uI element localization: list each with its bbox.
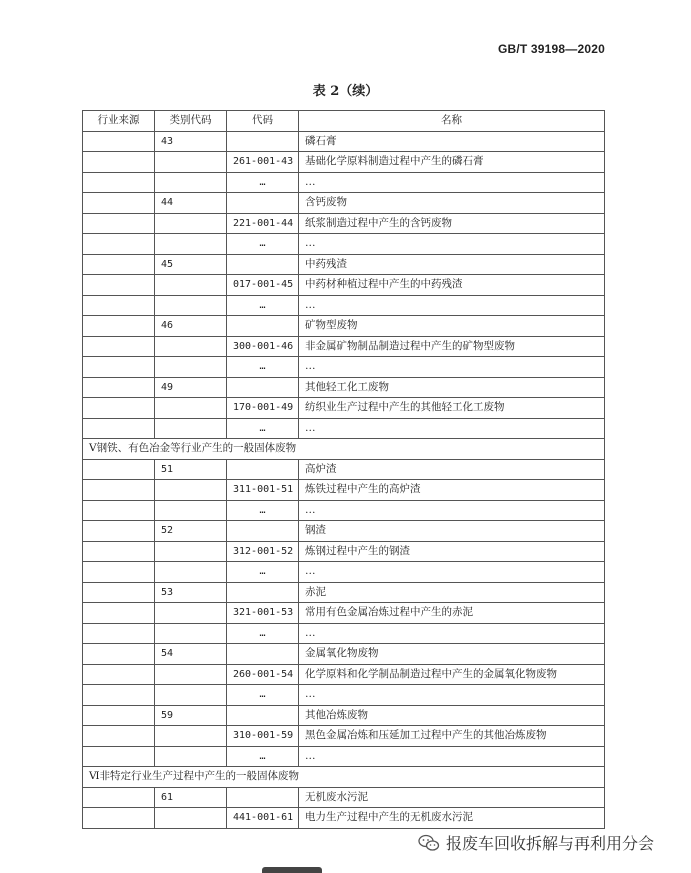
source-cell: [83, 357, 155, 378]
code-cell: …: [227, 418, 299, 439]
category-code-cell: [155, 336, 227, 357]
name-cell: 钢渣: [299, 521, 605, 542]
name-cell: 电力生产过程中产生的无机废水污泥: [299, 808, 605, 829]
category-code-cell: 54: [155, 644, 227, 665]
source-cell: [83, 234, 155, 255]
category-code-cell: [155, 275, 227, 296]
name-cell: 磷石膏: [299, 131, 605, 152]
code-cell: 441-001-61: [227, 808, 299, 829]
source-cell: [83, 746, 155, 767]
table-row: [83, 357, 605, 378]
table-row: [83, 787, 605, 808]
name-cell: 高炉渣: [299, 459, 605, 480]
category-code-cell: [155, 603, 227, 624]
source-cell: [83, 685, 155, 706]
code-cell: …: [227, 623, 299, 644]
code-cell: 310-001-59: [227, 726, 299, 747]
name-cell: 纸浆制造过程中产生的含钙废物: [299, 213, 605, 234]
code-cell: [227, 316, 299, 337]
category-code-cell: [155, 500, 227, 521]
code-cell: [227, 131, 299, 152]
name-cell: 基础化学原料制造过程中产生的磷石膏: [299, 152, 605, 173]
source-cell: [83, 726, 155, 747]
name-cell: 含钙废物: [299, 193, 605, 214]
table-row: [83, 193, 605, 214]
column-header-code: 代码: [227, 111, 299, 132]
table-row: [83, 172, 605, 193]
code-cell: …: [227, 562, 299, 583]
table-row: [83, 705, 605, 726]
name-cell: 炼铁过程中产生的高炉渣: [299, 480, 605, 501]
category-code-cell: [155, 152, 227, 173]
code-cell: …: [227, 746, 299, 767]
table-row: [83, 336, 605, 357]
table-row: [83, 623, 605, 644]
category-code-cell: [155, 418, 227, 439]
code-cell: …: [227, 172, 299, 193]
table-row: [83, 459, 605, 480]
source-cell: [83, 131, 155, 152]
source-cell: [83, 541, 155, 562]
source-cell: [83, 254, 155, 275]
section-label: Ⅴ钢铁、有色冶金等行业产生的一般固体废物: [83, 439, 605, 460]
table-row: [83, 521, 605, 542]
table-row: [83, 254, 605, 275]
category-code-cell: 49: [155, 377, 227, 398]
name-cell: 无机废水污泥: [299, 787, 605, 808]
source-cell: [83, 377, 155, 398]
code-cell: 300-001-46: [227, 336, 299, 357]
source-cell: [83, 664, 155, 685]
name-cell: 常用有色金属冶炼过程中产生的赤泥: [299, 603, 605, 624]
source-cell: [83, 398, 155, 419]
name-cell: …: [299, 418, 605, 439]
code-cell: …: [227, 685, 299, 706]
category-code-cell: [155, 541, 227, 562]
code-cell: [227, 521, 299, 542]
category-code-cell: [155, 357, 227, 378]
code-cell: [227, 254, 299, 275]
name-cell: 中药材种植过程中产生的中药残渣: [299, 275, 605, 296]
name-cell: …: [299, 562, 605, 583]
code-cell: 311-001-51: [227, 480, 299, 501]
code-cell: 261-001-43: [227, 152, 299, 173]
table-row: [83, 275, 605, 296]
name-cell: …: [299, 500, 605, 521]
category-code-cell: [155, 213, 227, 234]
code-cell: 017-001-45: [227, 275, 299, 296]
table-row: [83, 685, 605, 706]
category-code-cell: [155, 726, 227, 747]
category-code-cell: [155, 398, 227, 419]
table-row: [83, 726, 605, 747]
name-cell: 中药残渣: [299, 254, 605, 275]
table-row: [83, 213, 605, 234]
category-code-cell: 51: [155, 459, 227, 480]
source-cell: [83, 152, 155, 173]
category-code-cell: 45: [155, 254, 227, 275]
table-row: [83, 377, 605, 398]
category-code-cell: [155, 746, 227, 767]
standard-code: GB/T 39198—2020: [497, 42, 605, 56]
category-code-cell: 44: [155, 193, 227, 214]
table-row: [83, 603, 605, 624]
section-label: Ⅵ非特定行业生产过程中产生的一般固体废物: [83, 767, 605, 788]
category-code-cell: 53: [155, 582, 227, 603]
source-cell: [83, 808, 155, 829]
table-row: [83, 480, 605, 501]
page-scroll-tab[interactable]: [262, 867, 322, 873]
category-code-cell: 59: [155, 705, 227, 726]
source-cell: [83, 459, 155, 480]
table-body: [83, 131, 605, 828]
category-code-cell: [155, 295, 227, 316]
table-row: [83, 500, 605, 521]
source-cell: [83, 521, 155, 542]
source-cell: [83, 172, 155, 193]
code-cell: 321-001-53: [227, 603, 299, 624]
name-cell: …: [299, 746, 605, 767]
table-row: [83, 316, 605, 337]
table-header-row: [83, 111, 605, 132]
code-cell: 170-001-49: [227, 398, 299, 419]
section-row: [83, 767, 605, 788]
category-code-cell: [155, 480, 227, 501]
column-header-name: 名称: [299, 111, 605, 132]
source-cell: [83, 275, 155, 296]
source-cell: [83, 644, 155, 665]
category-code-cell: [155, 623, 227, 644]
table-row: [83, 582, 605, 603]
name-cell: 其他轻工化工废物: [299, 377, 605, 398]
source-cell: [83, 603, 155, 624]
table-row: [83, 418, 605, 439]
table-row: [83, 295, 605, 316]
code-cell: 260-001-54: [227, 664, 299, 685]
code-cell: [227, 582, 299, 603]
code-cell: [227, 705, 299, 726]
source-cell: [83, 418, 155, 439]
name-cell: 矿物型废物: [299, 316, 605, 337]
source-cell: [83, 316, 155, 337]
source-cell: [83, 623, 155, 644]
code-cell: …: [227, 500, 299, 521]
source-cell: [83, 213, 155, 234]
name-cell: 纺织业生产过程中产生的其他轻工化工废物: [299, 398, 605, 419]
watermark-text: 报废车回收拆解与再利用分会: [446, 834, 655, 853]
table-row: [83, 541, 605, 562]
code-cell: [227, 787, 299, 808]
source-cell: [83, 582, 155, 603]
code-cell: 312-001-52: [227, 541, 299, 562]
section-row: [83, 439, 605, 460]
name-cell: 黑色金属冶炼和压延加工过程中产生的其他冶炼废物: [299, 726, 605, 747]
source-cell: [83, 336, 155, 357]
name-cell: 非金属矿物制品制造过程中产生的矿物型废物: [299, 336, 605, 357]
category-code-cell: [155, 664, 227, 685]
category-code-cell: [155, 562, 227, 583]
table-row: [83, 131, 605, 152]
category-code-cell: 52: [155, 521, 227, 542]
table-row: [83, 152, 605, 173]
name-cell: …: [299, 623, 605, 644]
name-cell: …: [299, 685, 605, 706]
table-row: [83, 644, 605, 665]
name-cell: 金属氧化物废物: [299, 644, 605, 665]
category-code-cell: 46: [155, 316, 227, 337]
table-row: [83, 562, 605, 583]
column-header-category-code: 类别代码: [155, 111, 227, 132]
code-cell: 221-001-44: [227, 213, 299, 234]
source-cell: [83, 480, 155, 501]
column-header-source: 行业来源: [83, 111, 155, 132]
table-row: [83, 664, 605, 685]
code-cell: …: [227, 295, 299, 316]
source-cell: [83, 295, 155, 316]
table-row: [83, 808, 605, 829]
source-cell: [83, 562, 155, 583]
category-code-cell: [155, 808, 227, 829]
source-cell: [83, 787, 155, 808]
code-cell: [227, 193, 299, 214]
source-cell: [83, 500, 155, 521]
wechat-icon: [418, 834, 440, 852]
watermark: [414, 831, 658, 854]
source-cell: [83, 193, 155, 214]
table-row: [83, 398, 605, 419]
name-cell: …: [299, 172, 605, 193]
name-cell: 其他冶炼废物: [299, 705, 605, 726]
code-cell: [227, 644, 299, 665]
table-row: [83, 746, 605, 767]
table-row: [83, 234, 605, 255]
name-cell: 炼钢过程中产生的钢渣: [299, 541, 605, 562]
category-code-cell: [155, 172, 227, 193]
code-cell: [227, 377, 299, 398]
source-cell: [83, 705, 155, 726]
table-title: 表 2（续）: [312, 84, 379, 99]
waste-classification-table: [82, 110, 605, 829]
code-cell: …: [227, 234, 299, 255]
category-code-cell: 61: [155, 787, 227, 808]
name-cell: 赤泥: [299, 582, 605, 603]
code-cell: …: [227, 357, 299, 378]
category-code-cell: 43: [155, 131, 227, 152]
category-code-cell: [155, 234, 227, 255]
code-cell: [227, 459, 299, 480]
name-cell: …: [299, 234, 605, 255]
name-cell: 化学原料和化学制品制造过程中产生的金属氧化物废物: [299, 664, 605, 685]
name-cell: …: [299, 295, 605, 316]
category-code-cell: [155, 685, 227, 706]
name-cell: …: [299, 357, 605, 378]
